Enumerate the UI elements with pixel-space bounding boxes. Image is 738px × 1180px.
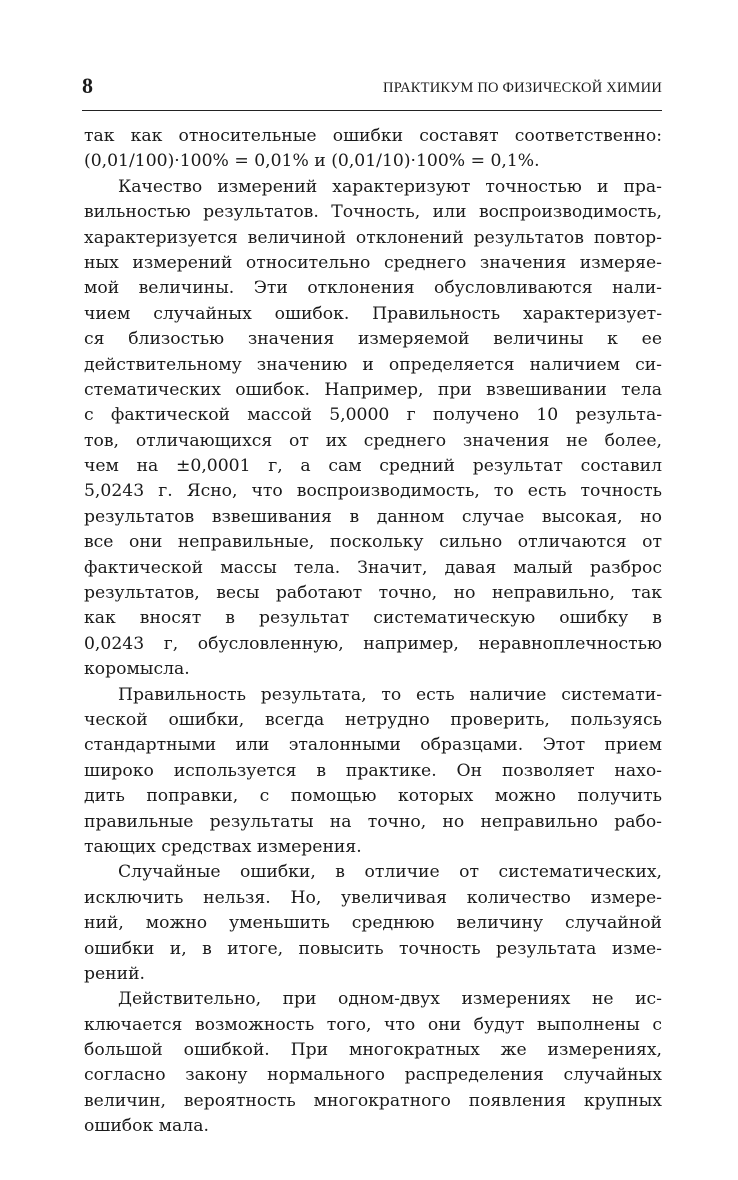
header-rule (82, 110, 662, 111)
text-line: действительному значению и определяется наличием си- (84, 354, 662, 375)
text-line: стандартными или эталонными образцами. Этот прием (84, 735, 662, 756)
running-title: ПРАКТИКУМ ПО ФИЗИЧЕСКОЙ ХИМИИ (383, 80, 662, 96)
text-line: как вносят в результат систематическую ошибку в (84, 608, 662, 629)
text-line: тов, отличающихся от их среднего значения не более, (84, 430, 662, 451)
text-line: коромысла. (84, 659, 190, 680)
text-line: дить поправки, с помощью которых можно получить (84, 786, 662, 807)
body-text (84, 124, 662, 1140)
text-line: правильные результаты на точно, но неправильно рабо- (84, 811, 662, 832)
text-line: согласно закону нормального распределения случайных (84, 1065, 662, 1086)
page-number: 8 (82, 73, 93, 98)
text-line: вильностью результатов. Точность, или воспроизводимость, (84, 202, 662, 223)
text-line: ошибок мала. (84, 1116, 209, 1137)
text-line: так как относительные ошибки составят соответственно: (84, 126, 662, 146)
text-line: тающих средствах измерения. (84, 836, 362, 857)
text-line: все они неправильные, поскольку сильно отличаются от (84, 532, 662, 553)
text-line: Случайные ошибки, в отличие от систематических, (118, 862, 662, 883)
text-line: ключается возможность того, что они будут выполнены с (84, 1014, 662, 1035)
text-line: ний, можно уменьшить среднюю величину случайной (84, 913, 662, 934)
text-line: ных измерений относительно среднего значения измеряе- (84, 252, 662, 273)
text-line: 5,0243 г. Ясно, что воспроизводимость, то есть точность (84, 481, 662, 502)
text-line: ческой ошибки, всегда нетрудно проверить, пользуясь (84, 709, 662, 730)
text-line: рений. (84, 963, 146, 984)
text-line: Действительно, при одном-двух измерениях не ис- (118, 989, 662, 1010)
paragraph (84, 860, 662, 987)
text-line: мой величины. Эти отклонения обусловливаются нали- (84, 278, 662, 299)
text-line: исключить нельзя. Но, увеличивая количество измере- (84, 887, 662, 908)
text-line: 0,0243 г, обусловленную, например, неравноплечностью (84, 633, 662, 654)
text-line: широко используется в практике. Он позволяет нахо- (84, 760, 662, 781)
text-line: стематических ошибок. Например, при взвешивании тела (84, 379, 662, 400)
page-header (82, 73, 662, 103)
text-line: чием случайных ошибок. Правильность характеризует- (84, 303, 662, 324)
text-line: с фактической массой 5,0000 г получено 10 результа- (84, 405, 662, 426)
text-line: характеризуется величиной отклонений результатов повтор- (84, 227, 662, 248)
text-line: чем на ±0,0001 г, а сам средний результат составил (84, 456, 662, 477)
paragraph (84, 175, 662, 683)
text-line: результатов взвешивания в данном случае высокая, но (84, 506, 662, 527)
text-line: ошибки и, в итоге, повысить точность результата изме- (84, 938, 662, 959)
text-line: (0,01/100)·100% = 0,01% и (0,01/10)·100% = 0,1%. (84, 151, 540, 172)
paragraph (84, 124, 662, 175)
text-line: Качество измерений характеризуют точностью и пра- (118, 176, 662, 197)
paragraph (84, 987, 662, 1139)
text-line: большой ошибкой. При многократных же измерениях, (84, 1040, 662, 1061)
paragraph (84, 683, 662, 861)
text-line: Правильность результата, то есть наличие системати- (118, 684, 662, 705)
text-line: ся близостью значения измеряемой величины к ее (84, 329, 662, 350)
text-line: фактической массы тела. Значит, давая малый разброс (84, 557, 662, 578)
text-line: результатов, весы работают точно, но неправильно, так (84, 583, 662, 604)
text-line: величин, вероятность многократного появления крупных (84, 1090, 662, 1111)
